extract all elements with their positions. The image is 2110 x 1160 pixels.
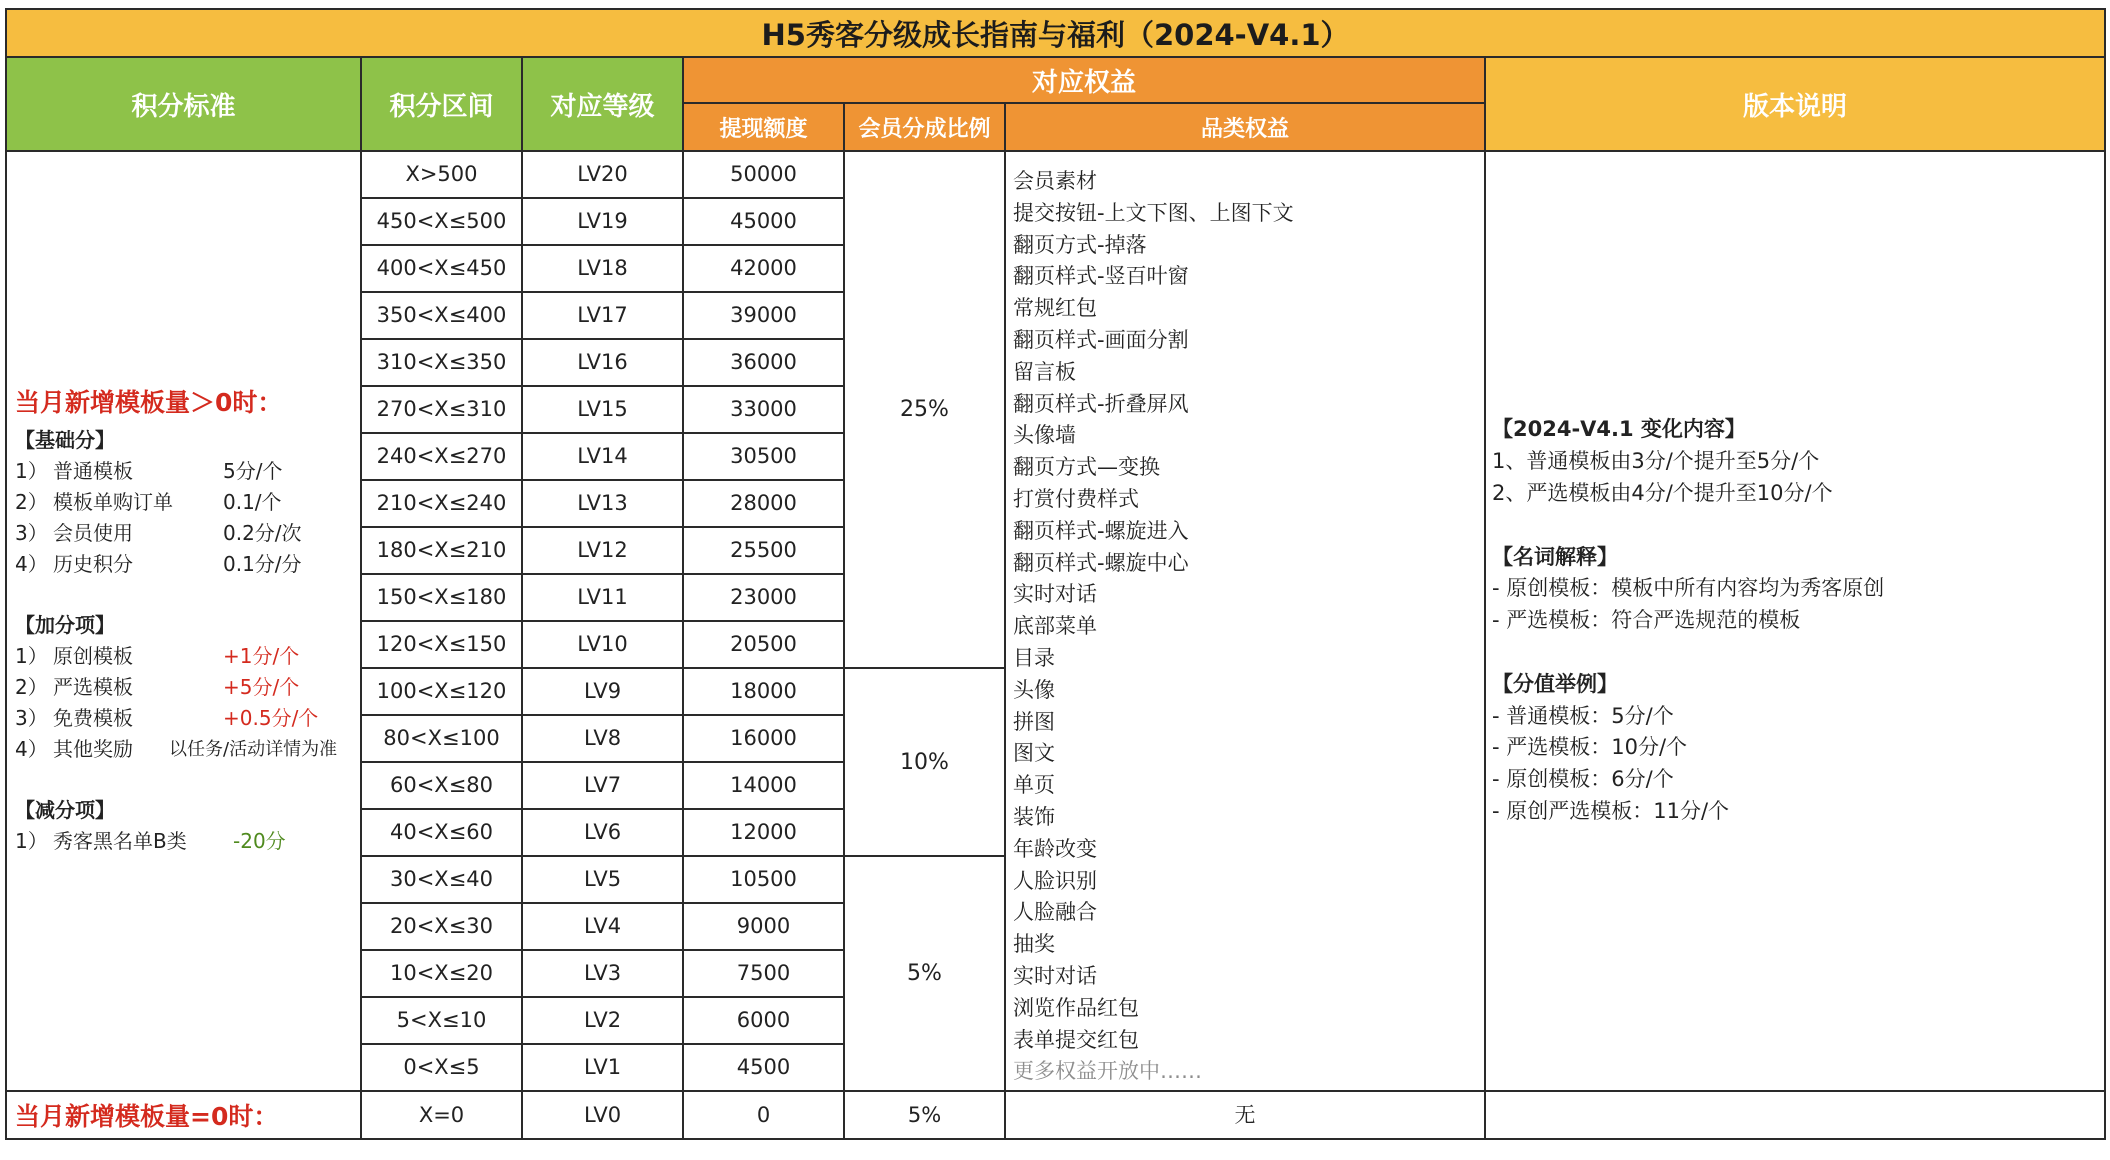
version-notes-cell	[1485, 151, 2105, 1091]
level-cell: LV6	[522, 809, 683, 856]
range-cell: 180<X≤210	[361, 527, 522, 574]
benefit-item: 实时对话	[1013, 963, 1097, 988]
withdraw-cell: 10500	[683, 856, 844, 903]
share-ratio-tier2: 10%	[844, 668, 1005, 856]
range-cell: 60<X≤80	[361, 762, 522, 809]
range-cell: 210<X≤240	[361, 480, 522, 527]
benefit-item: 抽奖	[1013, 932, 1055, 957]
item-num: 1）	[15, 829, 48, 853]
item-value: 以任务/活动详情为准	[169, 739, 338, 760]
range-cell: 0<X≤5	[361, 1044, 522, 1091]
withdraw-cell: 45000	[683, 198, 844, 245]
term-title: 【名词解释】	[1492, 544, 1618, 569]
withdraw-cell: 36000	[683, 339, 844, 386]
level-cell: LV19	[522, 198, 683, 245]
notes-empty-cell	[1485, 1091, 2105, 1139]
item-value: +5分/个	[223, 675, 300, 699]
level-cell: LV7	[522, 762, 683, 809]
benefit-item: 图文	[1013, 741, 1055, 766]
range-cell: 240<X≤270	[361, 433, 522, 480]
item-label: 历史积分	[53, 552, 133, 576]
withdraw-cell: 12000	[683, 809, 844, 856]
level-cell: LV16	[522, 339, 683, 386]
benefit-item: 翻页样式-折叠屏风	[1013, 391, 1189, 416]
level-cell: LV12	[522, 527, 683, 574]
example-line: - 严选模板：10分/个	[1492, 735, 1688, 760]
benefit-item: 拼图	[1013, 709, 1055, 734]
benefits-cell	[1005, 151, 1485, 1091]
withdraw-cell: 18000	[683, 668, 844, 715]
withdraw-cell: 14000	[683, 762, 844, 809]
level-cell: LV1	[522, 1044, 683, 1091]
range-cell: 10<X≤20	[361, 950, 522, 997]
level-cell: LV3	[522, 950, 683, 997]
share-ratio-cell: 5%	[844, 1091, 1005, 1139]
bonus-item	[15, 641, 360, 672]
item-num: 1）	[15, 644, 48, 668]
withdraw-cell: 7500	[683, 950, 844, 997]
item-num: 2）	[15, 675, 48, 699]
benefit-item: 表单提交红包	[1013, 1027, 1139, 1052]
base-item	[15, 456, 360, 487]
item-label: 其他奖励	[53, 737, 133, 761]
range-cell: 80<X≤100	[361, 715, 522, 762]
example-line: - 原创模板：6分/个	[1492, 767, 1674, 792]
bonus-item	[15, 703, 360, 734]
level-cell: LV9	[522, 668, 683, 715]
range-cell: 20<X≤30	[361, 903, 522, 950]
zero-template-label: 当月新增模板量=0时：	[6, 1091, 361, 1139]
level-cell: LV14	[522, 433, 683, 480]
benefit-item: 目录	[1013, 645, 1055, 670]
example-line: - 普通模板：5分/个	[1492, 703, 1674, 728]
benefit-item: 翻页样式-螺旋进入	[1013, 518, 1189, 543]
base-score-title: 【基础分】	[15, 428, 115, 452]
level-cell: LV15	[522, 386, 683, 433]
benefit-item: 浏览作品红包	[1013, 995, 1139, 1020]
range-cell: 150<X≤180	[361, 574, 522, 621]
withdraw-cell: 25500	[683, 527, 844, 574]
range-cell: 270<X≤310	[361, 386, 522, 433]
level-cell: LV17	[522, 292, 683, 339]
withdraw-cell: 23000	[683, 574, 844, 621]
range-cell: 310<X≤350	[361, 339, 522, 386]
change-line: 2、严选模板由4分/个提升至10分/个	[1492, 480, 1833, 505]
benefit-item: 会员素材	[1013, 169, 1097, 193]
withdraw-cell: 4500	[683, 1044, 844, 1091]
benefit-item: 留言板	[1013, 359, 1076, 384]
item-label: 普通模板	[53, 459, 133, 483]
table-row	[6, 151, 2105, 198]
benefit-item: 翻页方式—变换	[1013, 455, 1160, 480]
level-cell: LV11	[522, 574, 683, 621]
item-value: +1分/个	[223, 644, 300, 668]
base-item	[15, 518, 360, 549]
range-cell: 40<X≤60	[361, 809, 522, 856]
bonus-item	[15, 734, 360, 765]
benefit-item: 单页	[1013, 773, 1055, 798]
item-value: +0.5分/个	[223, 706, 319, 730]
item-label: 免费模板	[53, 706, 133, 730]
range-cell: 350<X≤400	[361, 292, 522, 339]
base-item	[15, 487, 360, 518]
withdraw-cell: 28000	[683, 480, 844, 527]
withdraw-cell: 33000	[683, 386, 844, 433]
range-cell: 120<X≤150	[361, 621, 522, 668]
level-cell: LV13	[522, 480, 683, 527]
item-num: 2）	[15, 490, 48, 514]
range-cell: X=0	[361, 1091, 522, 1139]
benefit-item: 头像墙	[1013, 423, 1076, 448]
range-cell: 400<X≤450	[361, 245, 522, 292]
change-line: 1、普通模板由3分/个提升至5分/个	[1492, 448, 1820, 473]
header-withdraw: 提现额度	[683, 103, 844, 151]
item-label: 原创模板	[53, 644, 133, 668]
withdraw-cell: 50000	[683, 151, 844, 198]
benefit-more: 更多权益开放中……	[1013, 1059, 1202, 1084]
base-item	[15, 549, 360, 580]
withdraw-cell: 30500	[683, 433, 844, 480]
share-ratio-tier1: 25%	[844, 151, 1005, 668]
minus-item	[15, 826, 360, 857]
level-cell: LV5	[522, 856, 683, 903]
withdraw-cell: 6000	[683, 997, 844, 1044]
example-line: - 原创严选模板：11分/个	[1492, 799, 1730, 824]
withdraw-cell: 42000	[683, 245, 844, 292]
item-label: 会员使用	[53, 521, 133, 545]
score-standard-cell	[6, 151, 361, 1091]
range-cell: 30<X≤40	[361, 856, 522, 903]
level-cell: LV0	[522, 1091, 683, 1139]
zero-template-row	[6, 1091, 2105, 1139]
level-cell: LV20	[522, 151, 683, 198]
item-value: 0.1/个	[223, 490, 282, 514]
withdraw-cell: 0	[683, 1091, 844, 1139]
header-score-standard: 积分标准	[6, 57, 361, 151]
item-num: 4）	[15, 737, 48, 761]
level-cell: LV4	[522, 903, 683, 950]
range-cell: X>500	[361, 151, 522, 198]
header-version-notes: 版本说明	[1485, 57, 2105, 151]
standard-heading: 当月新增模板量＞0时：	[15, 388, 283, 417]
range-cell: 5<X≤10	[361, 997, 522, 1044]
item-value: 5分/个	[223, 459, 283, 483]
page-title: H5秀客分级成长指南与福利（2024-V4.1）	[6, 9, 2105, 57]
benefit-item: 人脸识别	[1013, 868, 1097, 893]
share-ratio-tier3: 5%	[844, 856, 1005, 1091]
withdraw-cell: 20500	[683, 621, 844, 668]
header-level: 对应等级	[522, 57, 683, 151]
item-num: 3）	[15, 521, 48, 545]
benefit-item: 底部菜单	[1013, 614, 1097, 639]
benefit-item: 打赏付费样式	[1013, 486, 1139, 511]
level-cell: LV10	[522, 621, 683, 668]
header-share-ratio: 会员分成比例	[844, 103, 1005, 151]
benefit-item: 翻页样式-螺旋中心	[1013, 550, 1189, 575]
level-cell: LV2	[522, 997, 683, 1044]
item-num: 1）	[15, 459, 48, 483]
item-value: -20分	[233, 829, 286, 853]
bonus-item	[15, 672, 360, 703]
withdraw-cell: 16000	[683, 715, 844, 762]
benefit-item: 年龄改变	[1013, 836, 1097, 861]
benefit-item: 翻页方式-掉落	[1013, 232, 1147, 257]
header-category-rights: 品类权益	[1005, 103, 1485, 151]
range-cell: 450<X≤500	[361, 198, 522, 245]
level-cell: LV8	[522, 715, 683, 762]
header-rights: 对应权益	[683, 57, 1485, 103]
item-label: 秀客黑名单B类	[53, 829, 187, 853]
change-title: 【2024-V4.1 变化内容】	[1492, 417, 1746, 442]
item-value: 0.1分/分	[223, 552, 302, 576]
item-label: 模板单购订单	[53, 490, 173, 514]
header-score-range: 积分区间	[361, 57, 522, 151]
minus-title: 【减分项】	[15, 798, 115, 822]
term-line: - 原创模板：模板中所有内容均为秀客原创	[1492, 576, 1885, 601]
benefit-item: 常规红包	[1013, 296, 1097, 321]
benefit-item: 头像	[1013, 677, 1055, 702]
bonus-title: 【加分项】	[15, 613, 115, 637]
item-num: 3）	[15, 706, 48, 730]
level-cell: LV18	[522, 245, 683, 292]
item-label: 严选模板	[53, 675, 133, 699]
benefit-item: 翻页样式-画面分割	[1013, 327, 1189, 352]
benefit-item: 人脸融合	[1013, 900, 1097, 925]
benefit-item: 翻页样式-竖百叶窗	[1013, 264, 1189, 289]
item-value: 0.2分/次	[223, 521, 302, 545]
benefit-item: 装饰	[1013, 804, 1055, 829]
item-num: 4）	[15, 552, 48, 576]
benefit-none: 无	[1005, 1091, 1485, 1139]
example-title: 【分值举例】	[1492, 671, 1618, 696]
term-line: - 严选模板：符合严选规范的模板	[1492, 608, 1801, 633]
benefit-item: 实时对话	[1013, 582, 1097, 607]
benefit-item: 提交按钮-上文下图、上图下文	[1013, 200, 1294, 225]
withdraw-cell: 39000	[683, 292, 844, 339]
guide-table	[5, 8, 2106, 1140]
range-cell: 100<X≤120	[361, 668, 522, 715]
withdraw-cell: 9000	[683, 903, 844, 950]
